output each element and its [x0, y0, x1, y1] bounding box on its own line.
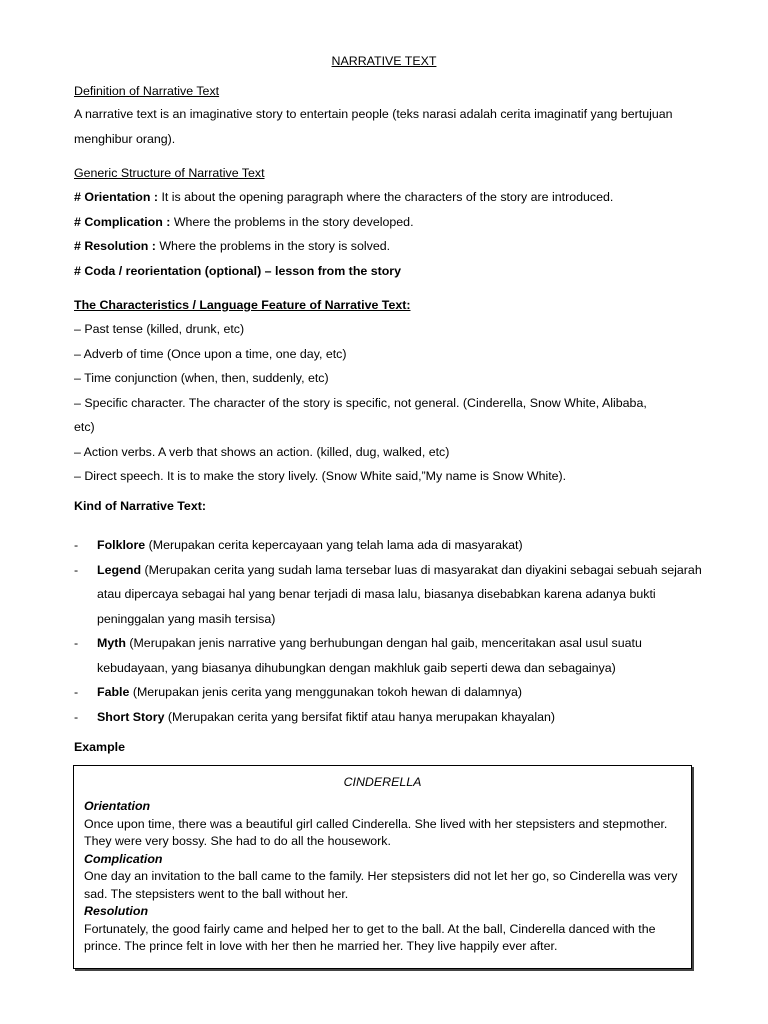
structure-item-label: # Resolution :: [74, 239, 156, 253]
characteristic-item: – Past tense (killed, drunk, etc): [74, 322, 245, 336]
orientation-text: Once upon time, there was a beautiful girl called Cinderella. She lived with her stepsisters and stepmother. They were very bossy. She had to do all the housework.: [84, 816, 668, 848]
bullet: -: [74, 685, 79, 699]
characteristics-heading: The Characteristics / Language Feature of Narrative Text:: [74, 298, 411, 312]
structure-heading: Generic Structure of Narrative Text: [74, 166, 265, 180]
definition-text: A narrative text is an imaginative story to entertain people (teks narasi adalah cerita imaginatif yang bertujuan menghibur orang).: [74, 107, 673, 146]
kind-name: Short Story: [97, 709, 165, 724]
structure-item-text: Where the problems in the story developed.: [170, 214, 414, 229]
definition-section: [74, 79, 714, 151]
kind-item: [74, 558, 704, 632]
kind-name: Myth: [97, 636, 126, 650]
story-title: CINDERELLA: [343, 775, 422, 789]
bullet: -: [74, 562, 79, 577]
kinds-section: [74, 533, 704, 729]
resolution-text: Fortunately, the good fairly came and helped her to get to the ball. At the ball, Cinderella danced with the prince. The prince felt in love with her then he married her. They live happily ever after.: [84, 921, 656, 953]
characteristic-item: – Time conjunction (when, then, suddenly, etc): [74, 371, 329, 385]
page-title: NARRATIVE TEXT: [331, 54, 437, 68]
kind-desc: (Merupakan jenis narrative yang berhubungan dengan hal gaib, menceritakan asal usul suatu kebudayaan, yang biasanya dihubungkan dengan makhluk gaib seperti dewa dan sebagainya): [97, 636, 642, 675]
complication-label: Complication: [84, 851, 163, 866]
kind-desc: (Merupakan cerita kepercayaan yang telah lama ada di masyarakat): [145, 538, 523, 552]
characteristic-item: – Direct speech. It is to make the story lively. (Snow White said,”My name is Snow White).: [74, 469, 567, 483]
structure-item-label: # Orientation :: [74, 190, 158, 204]
kind-item: [74, 631, 704, 680]
structure-item: [74, 210, 714, 235]
kind-item: [74, 680, 704, 705]
characteristic-item: – Action verbs. A verb that shows an action. (killed, dug, walked, etc): [74, 444, 450, 459]
structure-item-label: # Complication :: [74, 214, 171, 229]
kind-item: [74, 533, 704, 558]
kind-item: [74, 705, 704, 730]
orientation-label: Orientation: [84, 799, 151, 813]
kinds-heading: Kind of Narrative Text:: [74, 499, 206, 513]
kind-name: Folklore: [97, 538, 146, 552]
bullet: -: [74, 709, 79, 724]
kinds-list: [74, 533, 704, 729]
structure-item: [74, 185, 714, 210]
definition-heading: Definition of Narrative Text: [74, 84, 220, 98]
structure-item-label: # Coda / reorientation (optional) – lesson from the story: [74, 263, 402, 278]
structure-section: [74, 161, 714, 283]
kind-desc: (Merupakan cerita yang sudah lama tersebar luas di masyarakat dan diyakini sebagai sebuah sejarah atau dipercaya sebagai hal yang benar terjadi di masa lalu, biasanya disebabkan karena adanya bukti peninggalan yang masih tersisa): [97, 562, 702, 626]
characteristic-item: – Specific character. The character of the story is specific, not general. (Cinderella, Snow White, Alibaba,: [74, 395, 647, 410]
structure-item-text: It is about the opening paragraph where the characters of the story are introduced.: [158, 190, 614, 204]
structure-item: [74, 259, 714, 284]
example-label: Example: [74, 740, 125, 754]
example-box: [73, 765, 692, 969]
characteristic-item: – Adverb of time (Once upon a time, one day, etc): [74, 346, 347, 361]
structure-item: [74, 234, 714, 259]
characteristic-item: etc): [74, 420, 95, 434]
kind-name: Legend: [97, 562, 142, 577]
complication-text: One day an invitation to the ball came to the family. Her stepsisters did not let her go, so Cinderella was very sad. The stepsisters went to the ball without her.: [84, 869, 678, 901]
kind-name: Fable: [97, 685, 130, 699]
bullet: -: [74, 636, 79, 650]
kind-desc: (Merupakan jenis cerita yang menggunakan tokoh hewan di dalamnya): [129, 685, 522, 699]
structure-item-text: Where the problems in the story is solved.: [155, 239, 391, 253]
kind-desc: (Merupakan cerita yang bersifat fiktif atau hanya merupakan khayalan): [164, 709, 555, 724]
bullet: -: [74, 538, 79, 552]
resolution-label: Resolution: [84, 904, 149, 918]
characteristics-section: [74, 293, 714, 489]
